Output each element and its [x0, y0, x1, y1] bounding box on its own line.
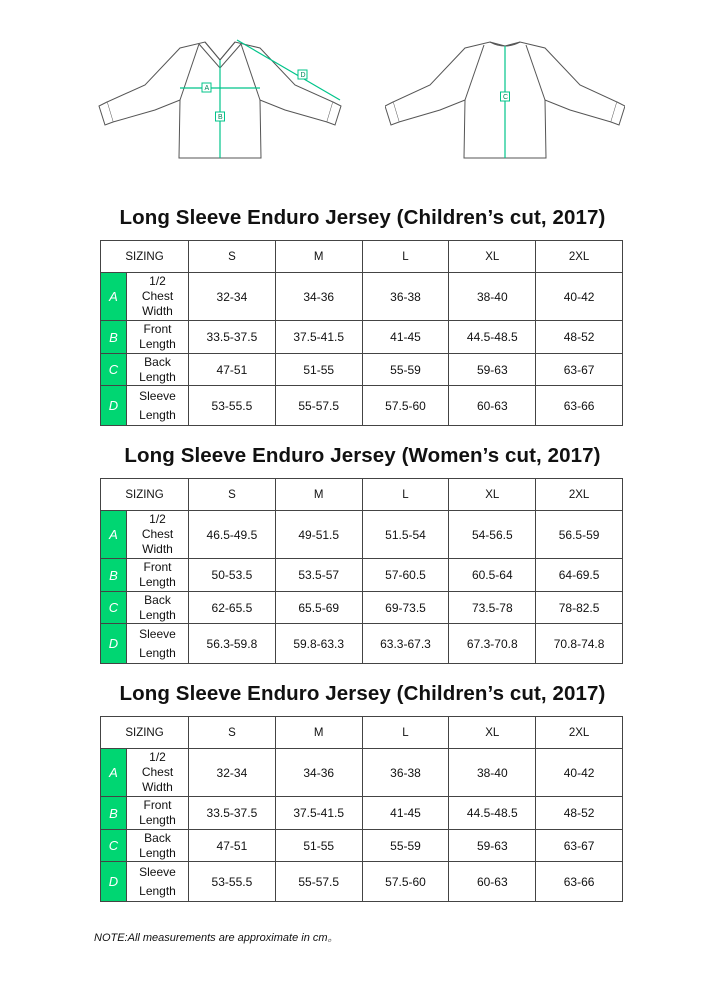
table-cell: 55-57.5 — [275, 862, 362, 902]
row-letter: C — [101, 830, 127, 862]
table-row — [101, 273, 623, 321]
table-cell: 40-42 — [536, 749, 623, 797]
table-cell: 32-34 — [189, 749, 276, 797]
table-cell: 33.5-37.5 — [189, 321, 276, 354]
measurement-name: 1/2 Chest Width — [127, 511, 189, 559]
table-row — [101, 592, 623, 624]
table-cell: 53.5-57 — [275, 559, 362, 592]
table-cell: 46.5-49.5 — [189, 511, 276, 559]
header-cell: L — [362, 717, 449, 749]
row-letter: A — [101, 749, 127, 797]
table-cell: 37.5-41.5 — [275, 797, 362, 830]
table-cell: 60-63 — [449, 862, 536, 902]
table-cell: 59.8-63.3 — [275, 624, 362, 664]
row-letter: D — [101, 862, 127, 902]
measurement-name: Sleeve Length — [127, 862, 189, 902]
table-cell: 51-55 — [275, 830, 362, 862]
table-cell: 36-38 — [362, 749, 449, 797]
table-cell: 57-60.5 — [362, 559, 449, 592]
row-letter: B — [101, 797, 127, 830]
table-cell: 55-57.5 — [275, 386, 362, 426]
table-cell: 63.3-67.3 — [362, 624, 449, 664]
table-row — [101, 797, 623, 830]
header-cell: L — [362, 241, 449, 273]
table-cell: 51.5-54 — [362, 511, 449, 559]
table-row — [101, 624, 623, 664]
jersey-front-diagram — [95, 30, 345, 165]
section-title: Long Sleeve Enduro Jersey (Children’s cut, 2017) — [119, 682, 606, 705]
row-letter: D — [101, 386, 127, 426]
header-cell: S — [189, 717, 276, 749]
table-cell: 63-67 — [536, 354, 623, 386]
table-row — [101, 749, 623, 797]
table-cell: 38-40 — [449, 749, 536, 797]
table-cell: 53-55.5 — [189, 386, 276, 426]
header-cell: 2XL — [536, 241, 623, 273]
header-cell: XL — [449, 479, 536, 511]
marker-b: B — [218, 114, 223, 121]
table-cell: 33.5-37.5 — [189, 797, 276, 830]
table-cell: 57.5-60 — [362, 386, 449, 426]
table-cell: 73.5-78 — [449, 592, 536, 624]
section-title: Long Sleeve Enduro Jersey (Women’s cut, 2017) — [124, 444, 601, 467]
table-cell: 70.8-74.8 — [536, 624, 623, 664]
table-cell: 38-40 — [449, 273, 536, 321]
table-cell: 60-63 — [449, 386, 536, 426]
size-table — [100, 240, 623, 426]
table-cell: 41-45 — [362, 321, 449, 354]
row-letter: A — [101, 273, 127, 321]
table-cell: 60.5-64 — [449, 559, 536, 592]
measurement-name: Back Length — [127, 592, 189, 624]
table-header-row — [101, 241, 623, 273]
measurement-name: Back Length — [127, 830, 189, 862]
header-cell: M — [275, 479, 362, 511]
table-cell: 34-36 — [275, 749, 362, 797]
row-letter: A — [101, 511, 127, 559]
measurement-note: NOTE:All measurements are approximate in cm。 — [94, 932, 339, 944]
table-cell: 44.5-48.5 — [449, 797, 536, 830]
table-header-row — [101, 479, 623, 511]
table-cell: 51-55 — [275, 354, 362, 386]
table-row — [101, 559, 623, 592]
measurement-name: 1/2 Chest Width — [127, 749, 189, 797]
table-cell: 62-65.5 — [189, 592, 276, 624]
row-letter: C — [101, 354, 127, 386]
marker-c: C — [503, 94, 509, 101]
table-cell: 63-67 — [536, 830, 623, 862]
table-cell: 55-59 — [362, 830, 449, 862]
table-row — [101, 386, 623, 426]
header-cell: 2XL — [536, 717, 623, 749]
table-cell: 47-51 — [189, 354, 276, 386]
header-cell: XL — [449, 241, 536, 273]
table-cell: 47-51 — [189, 830, 276, 862]
jersey-back-diagram — [385, 30, 625, 165]
header-cell: M — [275, 241, 362, 273]
header-cell: M — [275, 717, 362, 749]
row-letter: B — [101, 321, 127, 354]
table-cell: 57.5-60 — [362, 862, 449, 902]
table-cell: 40-42 — [536, 273, 623, 321]
table-cell: 32-34 — [189, 273, 276, 321]
table-cell: 64-69.5 — [536, 559, 623, 592]
marker-d: D — [300, 72, 306, 79]
table-cell: 34-36 — [275, 273, 362, 321]
table-cell: 63-66 — [536, 386, 623, 426]
section-title: Long Sleeve Enduro Jersey (Children’s cut, 2017) — [119, 206, 606, 229]
table-cell: 78-82.5 — [536, 592, 623, 624]
size-table — [100, 716, 623, 902]
table-cell: 69-73.5 — [362, 592, 449, 624]
measurement-name: Back Length — [127, 354, 189, 386]
measurement-name: 1/2 Chest Width — [127, 273, 189, 321]
measurement-name: Sleeve Length — [127, 386, 189, 426]
table-row — [101, 862, 623, 902]
table-row — [101, 511, 623, 559]
header-cell: SIZING — [101, 717, 189, 749]
header-cell: SIZING — [101, 479, 189, 511]
table-cell: 41-45 — [362, 797, 449, 830]
table-cell: 50-53.5 — [189, 559, 276, 592]
header-cell: S — [189, 479, 276, 511]
table-cell: 49-51.5 — [275, 511, 362, 559]
row-letter: B — [101, 559, 127, 592]
table-cell: 59-63 — [449, 830, 536, 862]
header-cell: SIZING — [101, 241, 189, 273]
table-cell: 36-38 — [362, 273, 449, 321]
marker-a: A — [204, 85, 210, 92]
table-header-row — [101, 717, 623, 749]
table-cell: 37.5-41.5 — [275, 321, 362, 354]
table-cell: 55-59 — [362, 354, 449, 386]
table-cell: 59-63 — [449, 354, 536, 386]
table-cell: 56.5-59 — [536, 511, 623, 559]
row-letter: C — [101, 592, 127, 624]
table-cell: 67.3-70.8 — [449, 624, 536, 664]
table-cell: 48-52 — [536, 321, 623, 354]
measurement-name: Front Length — [127, 797, 189, 830]
measurement-name: Front Length — [127, 321, 189, 354]
header-cell: XL — [449, 717, 536, 749]
header-cell: S — [189, 241, 276, 273]
measurement-name: Front Length — [127, 559, 189, 592]
table-cell: 56.3-59.8 — [189, 624, 276, 664]
jersey-diagrams — [0, 30, 720, 170]
table-row — [101, 354, 623, 386]
header-cell: 2XL — [536, 479, 623, 511]
table-row — [101, 321, 623, 354]
table-row — [101, 830, 623, 862]
table-cell: 54-56.5 — [449, 511, 536, 559]
header-cell: L — [362, 479, 449, 511]
table-cell: 65.5-69 — [275, 592, 362, 624]
table-cell: 48-52 — [536, 797, 623, 830]
table-cell: 63-66 — [536, 862, 623, 902]
row-letter: D — [101, 624, 127, 664]
table-cell: 53-55.5 — [189, 862, 276, 902]
table-cell: 44.5-48.5 — [449, 321, 536, 354]
measurement-name: Sleeve Length — [127, 624, 189, 664]
size-table — [100, 478, 623, 664]
